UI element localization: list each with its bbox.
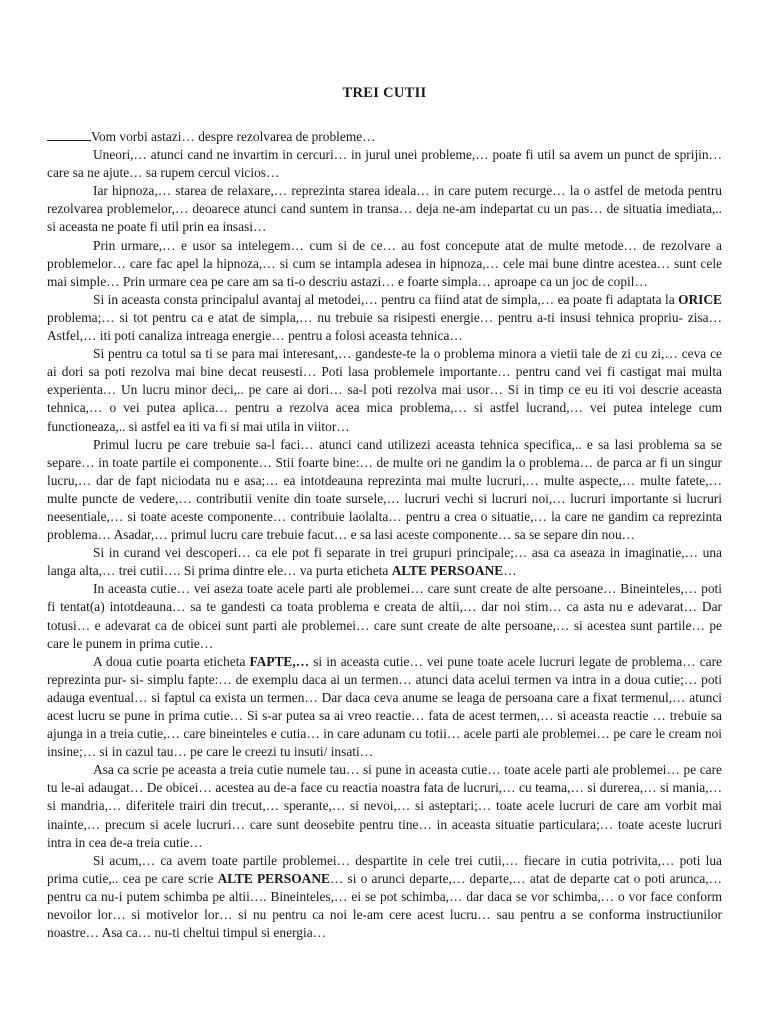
paragraph xyxy=(47,345,722,435)
paragraph xyxy=(47,146,722,182)
paragraph xyxy=(47,580,722,652)
paragraph-text: Primul lucru pe care trebuie sa-l faci… atunci cand utilizezi aceasta tehnica specifica,.. e sa lasi problema sa se separe… in toate partile ei componente… Stii foarte bine:… de multe ori ne gandim la o problema… de parca ar fi un singur lucru,… dar de fapt niciodata nu e asa;… ea intotdeauna reprezinta mai multe lucruri,… multe aspecte,… multe fatete,… multe puncte de vedere,… contributii venite din toate sursele,… lucruri vechi si lucruri noi,… lucruri importante si lucruri neesentiale,… si toate aceste componente… contribuie laolalta… pentru a crea o situatie,… la care ne gandim ca reprezinta problema… Asadar,… primul lucru care trebuie facut… e sa lasi aceste componente… sa se separe din nou… xyxy=(47,436,722,543)
paragraph-text: Si acum,… ca avem toate partile problemei… despartite in cele trei cutii,… fiecare in cutia potrivita,… poti lua prima cutie,.. cea pe care scrie xyxy=(47,852,722,886)
document-page xyxy=(47,84,722,942)
paragraph xyxy=(47,852,722,942)
paragraph-text: Vom vorbi astazi… despre rezolvarea de probleme… xyxy=(91,129,376,144)
paragraph xyxy=(47,182,722,236)
blank-line xyxy=(47,129,91,141)
document-title: TREI CUTII xyxy=(342,85,427,101)
paragraph-text: Uneori,… atunci cand ne invartim in cercuri… in jurul unei probleme,… poate fi util sa avem un punct de sprijin… care sa ne ajute… sa rupem cercul vicios… xyxy=(47,147,722,181)
paragraph-text: Si in curand vei descoperi… ca ele pot fi separate in trei grupuri principale;… asa ca aseaza in imaginatie,… una langa alta,… trei cutii…. Si prima dintre ele… va purta eticheta xyxy=(47,545,722,579)
paragraph xyxy=(47,436,722,545)
paragraph-text: Iar hipnoza,… starea de relaxare,… reprezinta starea ideala… in care putem recurge… la o astfel de metoda pentru rezolvarea problemelor,… deoarece atunci cand suntem in transa… deja ne-am indepartat cu un pas… de situatia imediata,.. si aceasta ne poate fi util prin ea insasi… xyxy=(47,183,722,235)
paragraph-text: si in aceasta cutie… vei pune toate acele lucruri legate de problema… care reprezinta pur- si- simplu fapte:… de exemplu daca ai un termen… atunci data acelui termen va intra in a doua cutie;… poti adauga eventual… si faptul ca exista un termen… Dar daca ceva anume se leaga de persoana care a fixat termenul,… atunci acest lucru se pune in prima cutie… Si s-ar putea sa ai vreo reactie… fata de acest termen,… si aceasta reactie … trebuie sa ajunga in a treia cutie,… care bineinteles e cutia… in care adunam cu totii… acele parti ale problemei… pe care le cream noi insine;… si in cazul tau… pe care le creezi tu insuti/ insati… xyxy=(47,653,722,760)
paragraph xyxy=(47,653,722,762)
paragraph-text: Si in aceasta consta principalul avantaj al metodei,… pentru ca fiind atat de simpla,… ea poate fi adaptata la xyxy=(93,291,679,307)
document-body xyxy=(47,128,722,942)
paragraph-text: A doua cutie poarta eticheta xyxy=(93,653,250,669)
paragraph-text: … si o arunci departe,… departe,… atat de departe cat o poti arunca,… pentru ca nu-i putem schimba pe altii…. Bineinteles,… ei se pot schimba,… dar daca se vor schimba,… o vor face conform nevoilor lor… si motivelor lor… si nu pentru ca noi le-am cere acest lucru… sau pentru a se conforma instructiunilor noastre… Asa ca… nu-ti cheltui timpul si energia… xyxy=(47,870,723,941)
paragraph xyxy=(47,237,722,291)
paragraph-text: In aceasta cutie… vei aseza toate acele parti ale problemei… care sunt create de alte persoane… Bineinteles,… poti fi tentat(a) intotdeauna… sa te gandesti ca toata problema e creata de altii,… dar noi stim… ca asta nu e adevarat… Dar totusi… e adevarat ca de obicei sunt parti ale problemei… care sunt create de alte persoane,… si acestea sunt partile… pe care le punem in prima cutie… xyxy=(47,581,722,651)
bold-text: FAPTE,… xyxy=(249,653,310,669)
paragraph xyxy=(47,291,722,345)
paragraph xyxy=(47,128,722,146)
paragraph xyxy=(47,544,722,580)
paragraph-text: … xyxy=(503,563,517,579)
bold-text: ALTE PERSOANE xyxy=(217,870,330,886)
paragraph-text: Si pentru ca totul sa ti se para mai interesant,… gandeste-te la o problema minora a vietii tale de zi cu zi,… ceva ce ai dori sa poti rezolva mai bine decat reusesti… Poti lasa problemele importante… pentru cand vei fi castigat mai multa experienta… Un lucru minor deci,.. pe care ai dori… sa-l poti rezolva mai usor… Si in timp ce eu iti voi descrie aceasta tehnica,… o vei putea aplica… pentru a rezolva acea mica problema,… si astfel lucrand,… vei putea intelege cum functioneaza,.. si astfel ea iti va fi si mai utila in viitor… xyxy=(47,346,722,434)
bold-text: ORICE xyxy=(678,291,722,307)
bold-text: ALTE PERSOANE xyxy=(391,563,504,579)
paragraph xyxy=(47,761,722,851)
paragraph-text: problema;… si tot pentru ca e atat de simpla,… nu trebuie sa risipesti energie… pentru a-ti insusi tehnica propriu- zisa… Astfel,… iti poti canaliza intreaga energie… pentru a folosi aceasta tehnica… xyxy=(47,309,722,344)
paragraph-text: Prin urmare,… e usor sa intelegem… cum si de ce… au fost concepute atat de multe metode… de rezolvare a problemelor… care fac apel la hipnoza,… si cum se intampla adesea in hipnoza,… cele mai bune dintre acestea… sunt cele mai simple… Prin urmare cea pe care am sa ti-o descriu astazi… e foarte simpla… aproape ca un joc de copil… xyxy=(47,237,722,289)
paragraph-text: Asa ca scrie pe aceasta a treia cutie numele tau… si pune in aceasta cutie… toate acele parti ale problemei… pe care tu le-ai adaugat… De obicei… acestea au de-a face cu reactia noastra fata de lucruri,… cu teama,… si durerea,… si mania,… si mandria,… diferitele trairi din trecut,… sperante,… si nevoi,… si asteptari;… toate acele lucruri de care am vorbit mai inainte,… precum si acele lucruri… care sunt deosebite pentru tine… in aceasta situatie particulara;… toate aceste lucruri intra in cea de-a treia cutie… xyxy=(47,762,722,850)
